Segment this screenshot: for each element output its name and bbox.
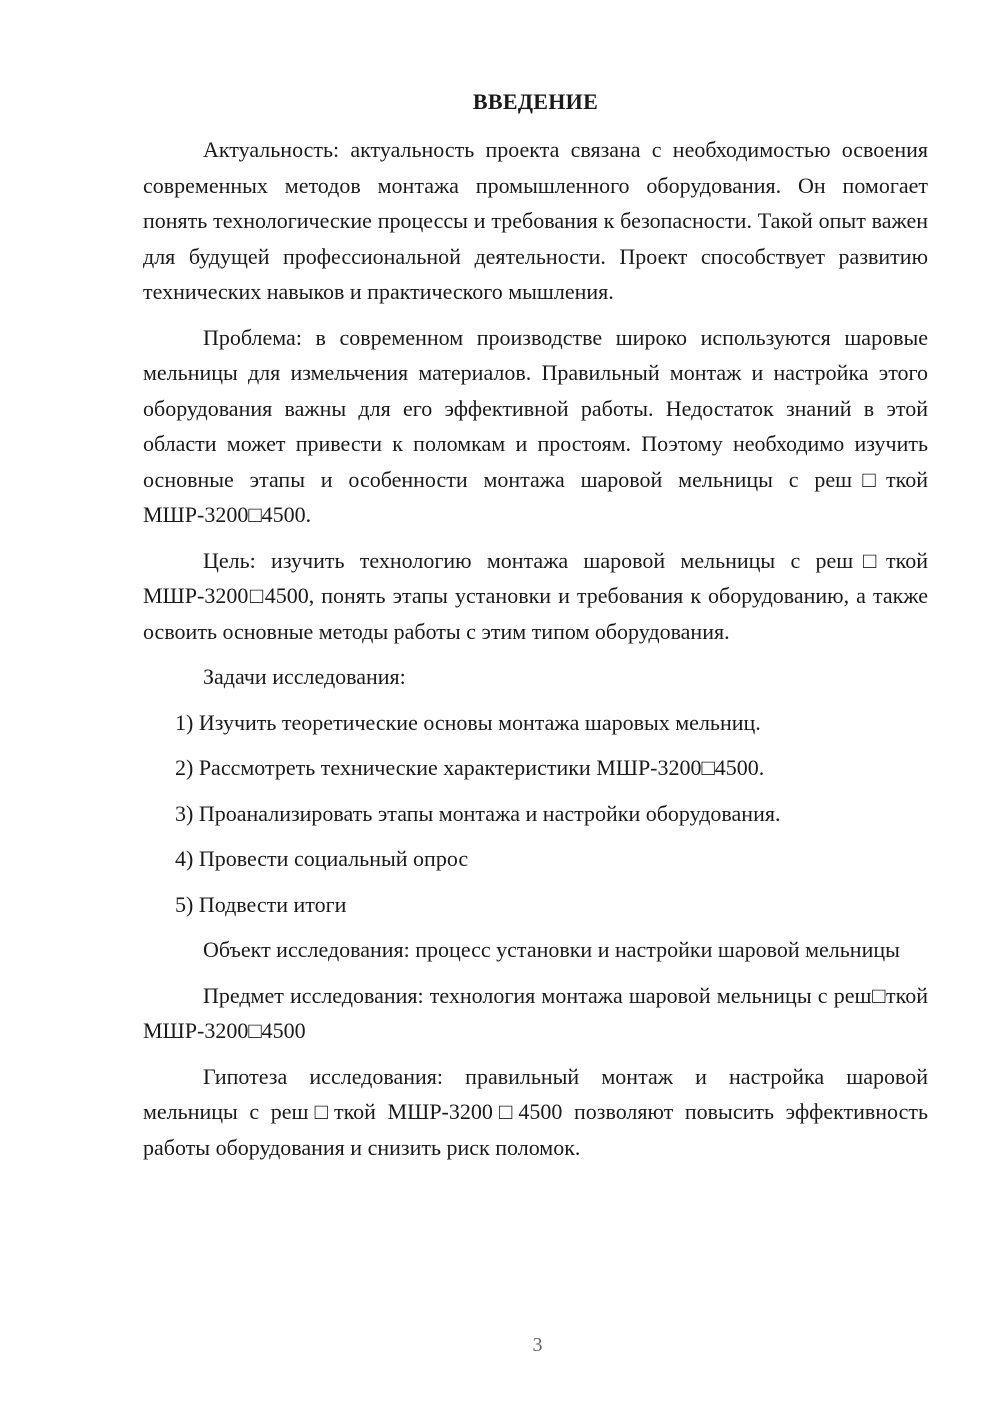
paragraph-hypothesis: Гипотеза исследования: правильный монтаж и настройка шаровой мельницы с реш□ткой МШР-3200□4500 позволяют повысить эффективность работы оборудования и снизить риск поломок. [143, 1063, 928, 1160]
page-number: 3 [532, 1334, 543, 1356]
task-item: 3) Проанализировать этапы монтажа и настройки оборудования. [175, 800, 781, 826]
task-item: 5) Подвести итоги [175, 891, 347, 917]
document-page [143, 88, 928, 1175]
task-item: 2) Рассмотреть технические характеристики МШР-3200□4500. [175, 755, 765, 780]
paragraph-object: Объект исследования: процесс установки и настройки шаровой мельницы [203, 937, 900, 962]
paragraph-subject: Предмет исследования: технология монтажа шаровой мельницы с реш□ткой МШР-3200□4500 [143, 982, 928, 1043]
paragraph-goal: Цель: изучить технологию монтажа шаровой мельницы с реш□ткой МШР-3200□4500, понять этапы установки и требования к оборудованию, а также освоить основные методы работы с этим типом оборудования. [143, 547, 928, 644]
tasks-heading: Задачи исследования: [203, 664, 406, 689]
task-list [143, 705, 928, 923]
page-title: ВВЕДЕНИЕ [472, 89, 599, 114]
paragraph-problem: Проблема: в современном производстве широко используются шаровые мельницы для измельчения материалов. Правильный монтаж и настройка этого оборудования важны для его эффективной работы. Недостаток знаний в этой области может привести к поломкам и простоям. Поэтому необходимо изучить основные этапы и особенности монтажа шаровой мельницы с реш□ткой МШР-3200□4500. [143, 324, 928, 527]
task-item: 1) Изучить теоретические основы монтажа шаровых мельниц. [175, 709, 761, 735]
task-item: 4) Провести социальный опрос [175, 846, 469, 871]
paragraph-relevance: Актуальность: актуальность проекта связана с необходимостью освоения современных методов монтажа промышленного оборудования. Он помогает понять технологические процессы и требования к безопасности. Такой опыт важен для будущей профессиональной деятельности. Проект способствует развитию технических навыков и практического мышления. [143, 137, 928, 304]
